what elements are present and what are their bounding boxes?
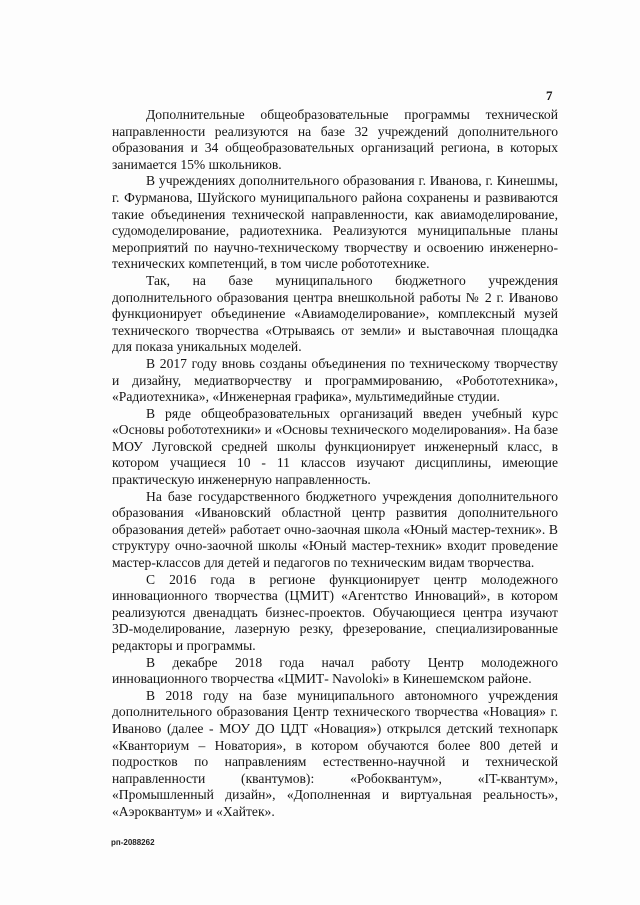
body-text <box>112 107 558 821</box>
page-number: 7 <box>546 88 553 103</box>
paragraph-2017-associations: В 2017 году вновь созданы объединения по техническому творчеству и дизайну, медиатворчеству и программированию, «Робототехника», «Радиотехника», «Инженерная графика», мультимедийные студии. <box>112 355 558 405</box>
paragraph-young-technician-school: На базе государственного бюджетного учреждения дополнительного образования «Ивановский областной центр развития дополнительного образования детей» работает очно-заочная школа «Юный мастер-техник». В структуру очно-заочной школы «Юный мастер-техник» входит проведение мастер-классов для детей и педагогов по техническим видам творчества. <box>112 488 558 571</box>
paragraph-tech-programs: Дополнительные общеобразовательные программы технической направленности реализуются на базе 32 учреждений дополнительного образования и 34 общеобразовательных организаций региона, в которых занимается 15% школьников. <box>112 107 558 172</box>
paragraph-aviamodeling: Так, на базе муниципального бюджетного учреждения дополнительного образования центра внешкольной работы № 2 г. Иваново функционирует объединение «Авиамоделирование», комплексный музей технического творчества «Отрываясь от земли» и выставочная площадка для показа уникальных моделей. <box>112 272 558 355</box>
paragraph-robotics-course: В ряде общеобразовательных организаций введен учебный курс «Основы робототехники» и «Основы технического моделирования». На базе МОУ Луговской средней школы функционирует инженерный класс, в котором учащиеся 10 - 11 классов изучают дисциплины, имеющие практическую инженерную направленность. <box>112 405 558 488</box>
paragraph-institutions: В учреждениях дополнительного образования г. Иванова, г. Кинешмы, г. Фурманова, Шуйского муниципального района сохранены и развиваются такие объединения технической направленности, как авиамоделирование, судомоделирование, радиотехника. Реализуются муниципальные планы мероприятий по научно-техническому творчеству и освоению инженерно-технических компетенций, в том числе робототехнике. <box>112 173 558 272</box>
document-code: рп-2088262 <box>111 838 155 847</box>
paragraph-kvantorium: В 2018 году на базе муниципального автономного учреждения дополнительного образования Центр технического творчества «Новация» г. Иваново (далее - МОУ ДО ЦДТ «Новация») открылся детский технопарк «Кванториум – Новатория», в котором обучаются более 800 детей и подростков по направлениям естественно-научной и технической направленности (квантумов): «Робоквантум», «IT-квантум», «Промышленный дизайн», «Дополненная и виртуальная реальность», «Аэроквантум» и «Хайтек». <box>112 687 558 819</box>
paragraph-cmit-navoloki: В декабре 2018 года начал работу Центр молодежного инновационного творчества «ЦМИТ- Navoloki» в Кинешемском районе. <box>112 654 558 687</box>
paragraph-cmit-innovation-agency: С 2016 года в регионе функционирует центр молодежного инновационного творчества (ЦМИТ) «Агентство Инноваций», в котором реализуются двенадцать бизнес-проектов. Обучающиеся центра изучают 3D-моделирование, лазерную резку, фрезерование, специализированные редакторы и программы. <box>112 571 558 653</box>
